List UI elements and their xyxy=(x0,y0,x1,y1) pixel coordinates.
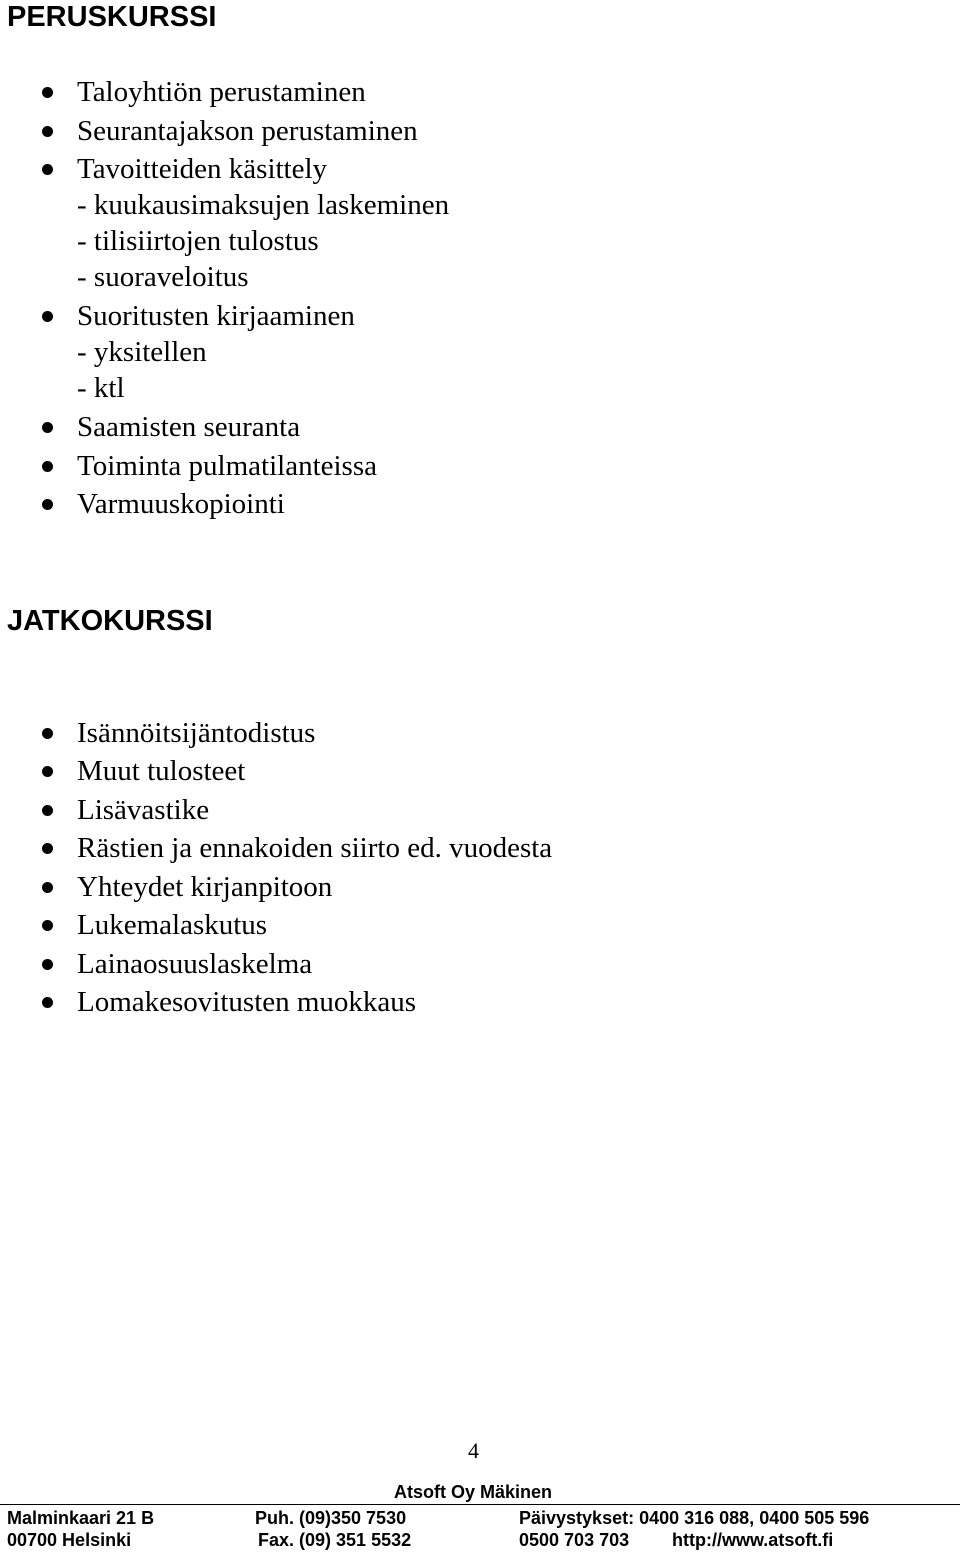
footer-phone: Puh. (09)350 7530 xyxy=(255,1508,407,1528)
footer-company-name: Atsoft Oy Mäkinen xyxy=(394,1482,553,1502)
bullet-icon xyxy=(42,843,53,854)
list-subitem-text: - tilisiirtojen tulostus xyxy=(77,225,319,257)
bullet-icon xyxy=(42,882,53,893)
bullet-icon xyxy=(42,959,53,970)
page-number: 4 xyxy=(468,1438,479,1463)
list-item-text: Suoritusten kirjaaminen xyxy=(77,300,355,332)
bullet-icon xyxy=(42,728,53,739)
bullet-icon xyxy=(42,499,53,510)
bullet-icon xyxy=(42,805,53,816)
bullet-icon xyxy=(42,164,53,175)
list-item-text: Lisävastike xyxy=(77,794,210,826)
bullet-icon xyxy=(42,920,53,931)
list-item-text: Rästien ja ennakoiden siirto ed. vuodesta xyxy=(77,832,553,864)
bullet-icon xyxy=(42,461,53,472)
bullet-icon xyxy=(42,311,53,322)
list-item-text: Taloyhtiön perustaminen xyxy=(77,76,366,108)
list-item-text: Muut tulosteet xyxy=(77,755,246,787)
bullet-icon xyxy=(42,126,53,137)
list-item-text: Toiminta pulmatilanteissa xyxy=(77,450,377,482)
footer-street-address: Malminkaari 21 B xyxy=(7,1508,155,1528)
list-item-text: Seurantajakson perustaminen xyxy=(77,115,418,147)
list-item-text: Lomakesovitusten muokkaus xyxy=(77,986,417,1018)
advanced-course-heading: JATKOKURSSI xyxy=(7,605,213,637)
list-item-text: Isännöitsijäntodistus xyxy=(77,717,316,749)
list-item-text: Saamisten seuranta xyxy=(77,411,301,443)
bullet-icon xyxy=(42,766,53,777)
footer-fax: Fax. (09) 351 5532 xyxy=(258,1530,412,1550)
bullet-icon xyxy=(42,87,53,98)
footer-city: 00700 Helsinki xyxy=(7,1530,132,1550)
list-item-text: Yhteydet kirjanpitoon xyxy=(77,871,333,903)
list-item-text: Lukemalaskutus xyxy=(77,909,268,941)
list-subitem-text: - ktl xyxy=(77,372,125,404)
list-item-text: Tavoitteiden käsittely xyxy=(77,153,328,185)
footer-website-link[interactable]: http://www.atsoft.fi xyxy=(672,1530,834,1550)
list-subitem-text: - yksitellen xyxy=(77,336,207,368)
list-subitem-text: - kuukausimaksujen laskeminen xyxy=(77,189,450,221)
footer-divider xyxy=(0,1504,960,1505)
footer-mobile: 0500 703 703 xyxy=(519,1530,630,1550)
bullet-icon xyxy=(42,422,53,433)
list-item-text: Varmuuskopiointi xyxy=(77,488,285,520)
basic-course-heading: PERUSKURSSI xyxy=(7,1,217,33)
list-item-text: Lainaosuuslaskelma xyxy=(77,948,313,980)
bullet-icon xyxy=(42,997,53,1008)
list-subitem-text: - suoraveloitus xyxy=(77,261,249,293)
footer-duty-phones: Päivystykset: 0400 316 088, 0400 505 596 xyxy=(519,1508,870,1528)
